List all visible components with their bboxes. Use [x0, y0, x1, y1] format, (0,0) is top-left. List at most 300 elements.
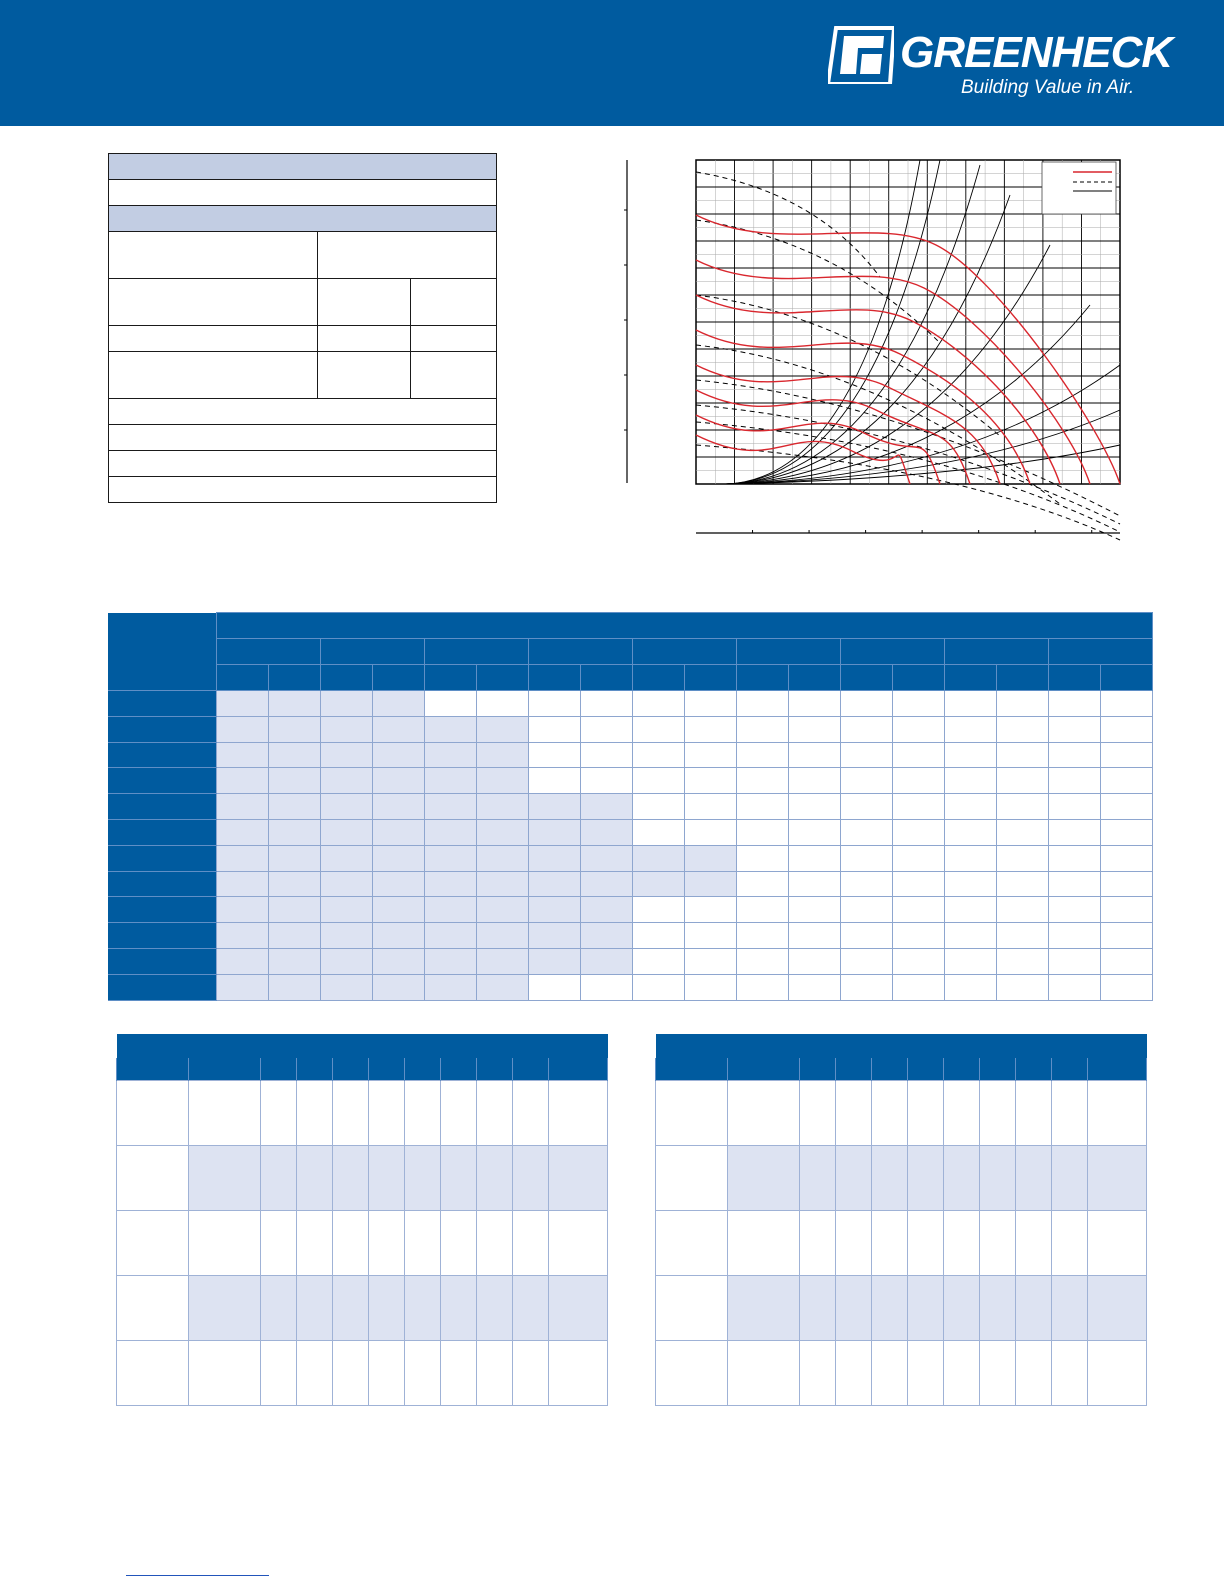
perf-row-size [108, 871, 162, 897]
sound-table-title [117, 1034, 608, 1058]
perf-data-cell [944, 768, 996, 794]
perf-data-cell [892, 923, 944, 949]
perf-data-cell [320, 845, 372, 871]
sound-data-cell [297, 1341, 333, 1406]
perf-data-cell [580, 897, 632, 923]
sound-data-cell [513, 1211, 549, 1276]
perf-data-cell [684, 897, 736, 923]
sound-data-cell [872, 1211, 908, 1276]
sound-data-cell [944, 1276, 980, 1341]
sound-table-header [656, 1058, 728, 1081]
perf-row-rpm [162, 819, 216, 845]
perf-data-cell [1100, 742, 1152, 768]
sound-data-cell [369, 1341, 405, 1406]
sound-data-cell [261, 1341, 297, 1406]
perf-header-rpm [162, 613, 216, 691]
perf-data-cell [788, 691, 840, 717]
perf-data-cell [528, 691, 580, 717]
sound-data-cell [800, 1341, 836, 1406]
perf-data-cell [632, 819, 684, 845]
sound-data-cell [441, 1081, 477, 1146]
sound-table-header [549, 1058, 608, 1081]
perf-data-cell [1048, 716, 1100, 742]
sound-data-cell [800, 1276, 836, 1341]
sound-table-header [405, 1058, 441, 1081]
perf-data-cell [684, 768, 736, 794]
header-banner [0, 0, 1224, 126]
sound-data-cell [405, 1211, 441, 1276]
sound-data-cell [513, 1146, 549, 1211]
perf-data-cell [268, 948, 320, 974]
perf-data-cell [424, 897, 476, 923]
perf-data-cell [1100, 845, 1152, 871]
perf-data-cell [580, 948, 632, 974]
perf-data-cell [1048, 794, 1100, 820]
perf-header-subcolumn [320, 665, 372, 691]
perf-header-group [840, 639, 944, 665]
perf-data-cell [736, 716, 788, 742]
perf-data-cell [216, 871, 268, 897]
perf-header-subcolumn [788, 665, 840, 691]
spec-cell [109, 352, 318, 399]
perf-data-cell [320, 794, 372, 820]
perf-header-group [424, 639, 528, 665]
perf-row-rpm [162, 948, 216, 974]
perf-data-cell [736, 819, 788, 845]
table-row [656, 1276, 1147, 1341]
perf-row-rpm [162, 742, 216, 768]
sound-data-cell [1088, 1146, 1147, 1211]
perf-data-cell [320, 871, 372, 897]
table-row [108, 845, 1152, 871]
sound-data-cell [1088, 1276, 1147, 1341]
perf-row-rpm [162, 845, 216, 871]
sound-data-cell [1016, 1276, 1052, 1341]
perf-data-cell [892, 794, 944, 820]
sound-data-cell [980, 1341, 1016, 1406]
sound-data-cell [836, 1211, 872, 1276]
perf-header-size [108, 613, 162, 691]
perf-data-cell [996, 871, 1048, 897]
perf-data-cell [580, 871, 632, 897]
perf-data-cell [528, 871, 580, 897]
sound-data-cell [1088, 1211, 1147, 1276]
perf-data-cell [840, 897, 892, 923]
perf-data-cell [424, 948, 476, 974]
perf-data-cell [996, 845, 1048, 871]
perf-data-cell [372, 768, 424, 794]
sound-data-cell [549, 1211, 608, 1276]
perf-data-cell [788, 871, 840, 897]
sound-data-cell [477, 1276, 513, 1341]
perf-row-size [108, 691, 162, 717]
sound-data-cell [369, 1146, 405, 1211]
sound-data-cell [405, 1276, 441, 1341]
brand-tagline: Building Value in Air. [961, 77, 1135, 98]
sound-row-label [656, 1146, 728, 1211]
table-row [117, 1211, 608, 1276]
perf-data-cell [216, 897, 268, 923]
perf-data-cell [528, 716, 580, 742]
perf-data-cell [840, 974, 892, 1000]
greenheck-logo-mark-icon [828, 26, 894, 84]
sound-data-cell [261, 1211, 297, 1276]
greenheck-logo[interactable] [828, 24, 1173, 104]
perf-data-cell [632, 948, 684, 974]
perf-data-cell [788, 897, 840, 923]
sound-data-cell [297, 1276, 333, 1341]
perf-data-cell [216, 948, 268, 974]
perf-row-rpm [162, 768, 216, 794]
sound-table-header [333, 1058, 369, 1081]
sound-table-header [944, 1058, 980, 1081]
sound-data-cell [980, 1276, 1016, 1341]
perf-data-cell [684, 871, 736, 897]
sound-data-cell [944, 1146, 980, 1211]
perf-row-rpm [162, 923, 216, 949]
perf-data-cell [268, 768, 320, 794]
perf-data-cell [788, 923, 840, 949]
perf-row-size [108, 819, 162, 845]
spec-row [109, 399, 497, 425]
sound-data-cell [369, 1211, 405, 1276]
perf-header-title [216, 613, 1152, 639]
perf-data-cell [476, 742, 528, 768]
sound-table-header [513, 1058, 549, 1081]
sound-data-cell [1052, 1081, 1088, 1146]
perf-data-cell [892, 845, 944, 871]
perf-data-cell [996, 691, 1048, 717]
perf-data-cell [944, 871, 996, 897]
perf-data-cell [320, 691, 372, 717]
perf-data-cell [320, 819, 372, 845]
perf-data-cell [632, 897, 684, 923]
sound-data-cell [297, 1081, 333, 1146]
perf-header-subcolumn [580, 665, 632, 691]
perf-data-cell [320, 768, 372, 794]
perf-data-cell [580, 768, 632, 794]
perf-data-cell [216, 794, 268, 820]
sound-data-cell [189, 1211, 261, 1276]
perf-row-rpm [162, 897, 216, 923]
perf-header-subcolumn [216, 665, 268, 691]
sound-data-cell [333, 1081, 369, 1146]
sound-data-cell [908, 1081, 944, 1146]
perf-data-cell [476, 974, 528, 1000]
sound-data-cell [477, 1146, 513, 1211]
perf-data-cell [476, 716, 528, 742]
perf-data-cell [216, 691, 268, 717]
sound-row-label [117, 1211, 189, 1276]
perf-data-cell [684, 794, 736, 820]
perf-data-cell [580, 923, 632, 949]
sound-row-label [656, 1341, 728, 1406]
perf-data-cell [580, 691, 632, 717]
perf-row-rpm [162, 871, 216, 897]
perf-data-cell [268, 819, 320, 845]
perf-data-cell [996, 716, 1048, 742]
perf-row-size [108, 716, 162, 742]
perf-data-cell [1100, 691, 1152, 717]
perf-data-cell [216, 923, 268, 949]
sound-data-cell [477, 1211, 513, 1276]
perf-row-size [108, 768, 162, 794]
perf-data-cell [1100, 819, 1152, 845]
perf-data-cell [372, 716, 424, 742]
perf-data-cell [476, 691, 528, 717]
perf-data-cell [788, 948, 840, 974]
perf-data-cell [632, 845, 684, 871]
spec-row [109, 477, 497, 503]
sound-data-cell [261, 1081, 297, 1146]
perf-data-cell [372, 923, 424, 949]
perf-data-cell [892, 691, 944, 717]
sound-data-cell [261, 1146, 297, 1211]
sound-data-cell [1052, 1211, 1088, 1276]
brand-name: GREENHECK [900, 28, 1173, 77]
perf-data-cell [736, 768, 788, 794]
perf-data-cell [944, 742, 996, 768]
sound-data-cell [836, 1341, 872, 1406]
sound-data-cell [1016, 1211, 1052, 1276]
sound-data-cell [836, 1146, 872, 1211]
sound-data-cell [549, 1081, 608, 1146]
perf-data-cell [268, 871, 320, 897]
sound-data-cell [513, 1081, 549, 1146]
table-row [656, 1081, 1147, 1146]
perf-data-cell [788, 716, 840, 742]
sound-row-label [117, 1146, 189, 1211]
perf-header-subcolumn [944, 665, 996, 691]
perf-row-size [108, 974, 162, 1000]
perf-data-cell [788, 742, 840, 768]
perf-header-group [632, 639, 736, 665]
perf-data-cell [788, 768, 840, 794]
perf-data-cell [320, 742, 372, 768]
table-row [108, 742, 1152, 768]
perf-header-group [320, 639, 424, 665]
table-row [108, 768, 1152, 794]
perf-data-cell [684, 742, 736, 768]
sound-data-cell [189, 1081, 261, 1146]
perf-data-cell [840, 794, 892, 820]
perf-header-subcolumn [632, 665, 684, 691]
sound-data-cell [333, 1341, 369, 1406]
sound-data-cell [728, 1276, 800, 1341]
sound-row-label [117, 1081, 189, 1146]
perf-row-size [108, 923, 162, 949]
perf-row-rpm [162, 691, 216, 717]
perf-row-size [108, 948, 162, 974]
perf-data-cell [788, 845, 840, 871]
perf-row-size [108, 742, 162, 768]
perf-row-rpm [162, 974, 216, 1000]
perf-data-cell [944, 845, 996, 871]
perf-data-cell [268, 923, 320, 949]
perf-data-cell [736, 794, 788, 820]
sound-data-cell [836, 1276, 872, 1341]
spec-cell [318, 279, 411, 326]
perf-data-cell [580, 742, 632, 768]
perf-header-subcolumn [892, 665, 944, 691]
perf-row-size [108, 897, 162, 923]
perf-data-cell [528, 768, 580, 794]
spec-cell [109, 326, 318, 352]
table-row [108, 923, 1152, 949]
sound-table-left [116, 1034, 608, 1406]
sound-data-cell [1016, 1081, 1052, 1146]
perf-data-cell [684, 691, 736, 717]
perf-data-cell [1100, 794, 1152, 820]
perf-data-cell [996, 819, 1048, 845]
sound-row-label [656, 1081, 728, 1146]
spec-cell [411, 352, 497, 399]
perf-data-cell [944, 974, 996, 1000]
perf-header-subcolumn [684, 665, 736, 691]
table-row [656, 1341, 1147, 1406]
perf-data-cell [632, 794, 684, 820]
sound-data-cell [333, 1146, 369, 1211]
perf-data-cell [892, 871, 944, 897]
spec-cell [109, 232, 318, 279]
perf-data-cell [528, 897, 580, 923]
perf-data-cell [580, 716, 632, 742]
sound-data-cell [549, 1146, 608, 1211]
sound-data-cell [441, 1146, 477, 1211]
perf-data-cell [736, 897, 788, 923]
perf-data-cell [372, 819, 424, 845]
perf-data-cell [632, 742, 684, 768]
sound-row-label [656, 1211, 728, 1276]
table-row [117, 1081, 608, 1146]
spec-row [109, 425, 497, 451]
table-row [108, 716, 1152, 742]
sound-table-header [1052, 1058, 1088, 1081]
spec-cell [411, 279, 497, 326]
table-row [656, 1211, 1147, 1276]
spec-table [108, 153, 497, 503]
perf-data-cell [424, 845, 476, 871]
perf-header-group [528, 639, 632, 665]
perf-data-cell [632, 768, 684, 794]
sound-data-cell [872, 1146, 908, 1211]
sound-data-cell [944, 1211, 980, 1276]
sound-data-cell [297, 1146, 333, 1211]
sound-data-cell [333, 1211, 369, 1276]
perf-data-cell [424, 794, 476, 820]
sound-data-cell [944, 1341, 980, 1406]
sound-data-cell [980, 1146, 1016, 1211]
perf-data-cell [736, 923, 788, 949]
perf-data-cell [632, 923, 684, 949]
perf-data-cell [840, 948, 892, 974]
sound-table-header [477, 1058, 513, 1081]
perf-data-cell [372, 691, 424, 717]
perf-header-subcolumn [424, 665, 476, 691]
perf-data-cell [476, 923, 528, 949]
sound-row-label [117, 1341, 189, 1406]
perf-data-cell [736, 974, 788, 1000]
sound-data-cell [441, 1276, 477, 1341]
spec-cell [318, 352, 411, 399]
sound-table-header [836, 1058, 872, 1081]
perf-data-cell [372, 897, 424, 923]
spec-cell [109, 279, 318, 326]
perf-data-cell [372, 845, 424, 871]
perf-header-group [216, 639, 320, 665]
perf-data-cell [580, 819, 632, 845]
sound-data-cell [728, 1341, 800, 1406]
spec-section-band [109, 206, 497, 232]
perf-data-cell [684, 716, 736, 742]
perf-row-size [108, 845, 162, 871]
sound-data-cell [908, 1341, 944, 1406]
sound-table-header [800, 1058, 836, 1081]
perf-data-cell [372, 948, 424, 974]
perf-data-cell [424, 923, 476, 949]
perf-data-cell [892, 716, 944, 742]
table-row [108, 691, 1152, 717]
perf-data-cell [788, 794, 840, 820]
perf-header-subcolumn [736, 665, 788, 691]
perf-data-cell [372, 974, 424, 1000]
perf-header-subcolumn [1048, 665, 1100, 691]
perf-data-cell [892, 897, 944, 923]
perf-data-cell [320, 923, 372, 949]
perf-data-cell [632, 716, 684, 742]
perf-data-cell [684, 974, 736, 1000]
perf-data-cell [1048, 768, 1100, 794]
sound-data-cell [477, 1341, 513, 1406]
perf-data-cell [216, 819, 268, 845]
perf-data-cell [840, 768, 892, 794]
perf-data-cell [1100, 923, 1152, 949]
perf-data-cell [424, 768, 476, 794]
perf-data-cell [892, 948, 944, 974]
perf-data-cell [892, 819, 944, 845]
perf-data-cell [424, 742, 476, 768]
perf-data-cell [1048, 819, 1100, 845]
perf-data-cell [996, 768, 1048, 794]
perf-data-cell [476, 845, 528, 871]
perf-data-cell [996, 742, 1048, 768]
sound-table-header [261, 1058, 297, 1081]
perf-data-cell [840, 871, 892, 897]
sound-data-cell [369, 1081, 405, 1146]
perf-data-cell [736, 871, 788, 897]
perf-header-group [736, 639, 840, 665]
perf-data-cell [268, 897, 320, 923]
perf-data-cell [944, 897, 996, 923]
perf-data-cell [1100, 871, 1152, 897]
table-row [108, 871, 1152, 897]
spec-row [109, 180, 497, 206]
perf-data-cell [632, 871, 684, 897]
perf-data-cell [1048, 974, 1100, 1000]
perf-data-cell [320, 716, 372, 742]
perf-data-cell [580, 794, 632, 820]
perf-header-group [1048, 639, 1152, 665]
sound-row-label [117, 1276, 189, 1341]
perf-header-subcolumn [372, 665, 424, 691]
sound-data-cell [980, 1081, 1016, 1146]
perf-data-cell [216, 845, 268, 871]
footer-link-underline[interactable] [126, 1575, 269, 1576]
perf-data-cell [320, 897, 372, 923]
perf-data-cell [580, 974, 632, 1000]
perf-data-cell [996, 974, 1048, 1000]
perf-data-cell [892, 768, 944, 794]
